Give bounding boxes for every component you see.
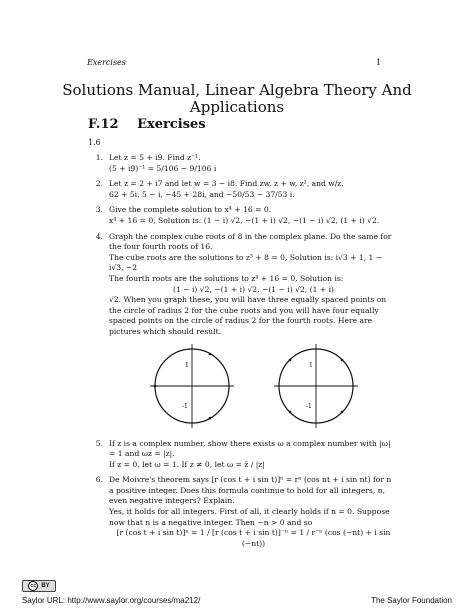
cube-roots-plot (150, 344, 234, 428)
exercise-solution: The fourth roots are the solutions to z⁴ + 16 = 0, Solution is: (109, 273, 344, 283)
root-point (153, 384, 156, 387)
exercise-item (88, 205, 398, 226)
exercise-text: De Moivre's theorem says [r (cos t + i sin t)]ⁿ = rⁿ (cos nt + i sin nt) for n a positive integer. Does this formula continue to hold for all integers, n, even negative integers? Explain. (109, 475, 392, 506)
section-title: Exercises (137, 117, 206, 132)
tick-label: 1 (184, 361, 189, 369)
tick-label: 1 (308, 361, 313, 369)
exercise-item (88, 439, 398, 471)
exercise-text: Let z = 2 + i7 and let w = 3 − i8. Find zw, z + w, z², and w/z. (109, 179, 344, 189)
footer-org: The Saylor Foundation (371, 596, 452, 605)
root-point (288, 410, 291, 413)
exercise-item (88, 179, 398, 200)
section-number: F.12 (88, 117, 119, 132)
exercise-list (88, 153, 398, 554)
exercise-solution: If z = 0, let ω = 1. If z ≠ 0, let ω = z̄ / |z| (109, 459, 265, 469)
section-heading (88, 117, 206, 132)
exercise-number: 4. (95, 231, 103, 241)
fourth-roots-plot (274, 344, 358, 428)
exercise-solution: Yes, it holds for all integers. First of all, it clearly holds if n = 0. Suppose now that n is a negative integer. Then −n > 0 and so (109, 507, 390, 527)
exercise-item (88, 153, 398, 174)
root-point (208, 352, 211, 355)
cc-icon: cc (28, 581, 38, 591)
exercise-number: 5. (95, 438, 103, 448)
exercise-equation: [r (cos t + i sin t)]ⁿ = 1 / [r (cos t + i sin t)]⁻ⁿ = 1 / r⁻ⁿ (cos (−nt) + i sin (−nt)) (116, 528, 391, 548)
exercise-item (88, 475, 398, 549)
exercise-number: 1. (95, 153, 103, 162)
exercise-solution: 62 + 5i, 5 − i, −45 + 28i, and −50/53 − 37/53 i. (109, 189, 295, 199)
exercise-text: Let z = 5 + i9. Find z⁻¹. (109, 153, 201, 162)
exercise-number: 3. (95, 205, 103, 215)
tick-label: -1 (181, 402, 188, 410)
exercise-number: 6. (95, 475, 103, 485)
exercise-text: If z is a complex number, show there exists ω a complex number with |ω| = 1 and ωz = |z|. (109, 438, 391, 459)
root-plots (109, 344, 398, 428)
document-title: Solutions Manual, Linear Algebra Theory And Applications (62, 81, 412, 116)
exercise-number: 2. (95, 179, 103, 189)
root-point (288, 358, 291, 361)
root-point (340, 410, 343, 413)
exercise-solution: The cube roots are the solutions to z³ + 8 = 0, Solution is: i√3 + 1, 1 − i√3, −2 (109, 252, 383, 273)
root-point (208, 416, 211, 419)
page-number: 1 (376, 58, 382, 67)
exercise-text: Graph the complex cube roots of 8 in the complex plane. Do the same for the four fourth roots of 16. (109, 231, 392, 252)
exercise-solution: √2. When you graph these, you will have three equally spaced points on the circle of radius 2 for the cube roots and you will have four equally spaced points on the circle of radius 2 for the fourth roots. Here are pictures which should result. (109, 295, 387, 336)
exercise-solution: (1 − i) √2, −(1 + i) √2, −(1 − i) √2, (1 + i) (173, 284, 334, 294)
license-text: BY (41, 583, 50, 589)
license-badge (22, 580, 56, 592)
running-header: Exercises (87, 58, 126, 67)
exercise-solution: (5 + i9)⁻¹ = 5/106 − 9/106 i (109, 163, 217, 173)
exercise-item (88, 232, 398, 434)
root-point (340, 358, 343, 361)
footer-url[interactable]: Saylor URL: http://www.saylor.org/courses/ma212/ (22, 596, 201, 605)
subsection-label: 1.6 (88, 138, 101, 147)
exercise-text: Give the complete solution to x⁴ + 16 = 0. (109, 205, 272, 215)
tick-label: -1 (305, 402, 312, 410)
page-footer (22, 596, 452, 605)
exercise-solution: x⁴ + 16 = 0, Solution is: (1 − i) √2, −(1 + i) √2, −(1 − i) √2, (1 + i) √2. (109, 215, 380, 225)
